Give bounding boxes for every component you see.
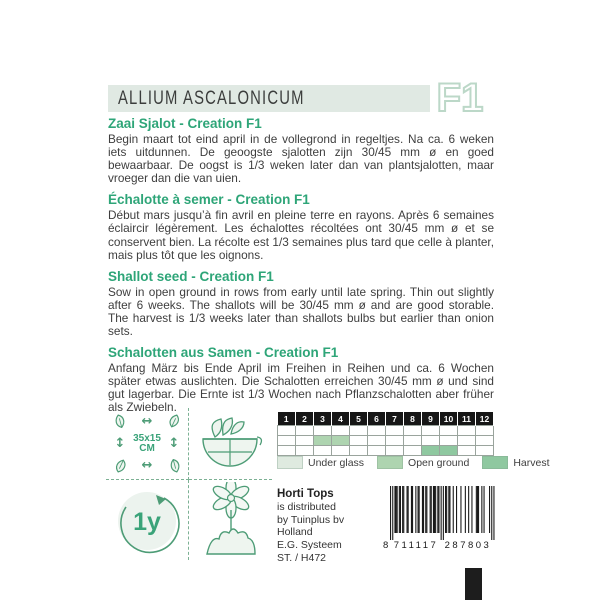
legend-label: Under glass xyxy=(308,456,365,469)
calendar-month-label: 8 xyxy=(404,412,422,426)
calendar-cell xyxy=(422,426,440,436)
print-registration-mark xyxy=(465,568,482,600)
calendar-month-label: 2 xyxy=(296,412,314,426)
leaf-icon xyxy=(109,411,131,433)
section-body: Anfang März bis Ende April im Freihen in Reihen und ca. 6 Wochen später etwas auslichten. Die Schalotten erreichen 30/45 mm ø und sind gut lagerbar. Die Ernte ist 1/3 Wochen nach Pflanzschalotten aber früher als Zwiebeln. xyxy=(108,361,494,415)
calendar-month-label: 10 xyxy=(440,412,458,426)
section-body: Sow in open ground in rows from early until late spring. Thin out slightly after 6 weeks. The shallots will be 30/45 mm ø and are good storable. The harvest is 1/3 weeks later than shallots bulbs but earlier than onion sets. xyxy=(108,284,494,339)
calendar-month-label: 12 xyxy=(476,412,494,426)
culture-icons xyxy=(106,408,272,560)
section-heading: Shallot seed - Creation F1 xyxy=(108,268,274,284)
section-body: Début mars jusqu’à fin avril en pleine terre en rayons. Après 6 semaines éclaircir légèrement. Les échalottes récoltées ont 30/45 mm ø et se conservent bien. La récolte est 1/3 semaines plus tard que celle à planter, mais plus tôt que les oignons. xyxy=(108,208,494,262)
distributor-line: by Tuinplus bv xyxy=(277,513,345,526)
calendar-cell xyxy=(440,446,458,456)
viability-label: 1y xyxy=(133,508,161,536)
barcode-left-digits: 711117 xyxy=(393,540,439,550)
horizontal-arrow-icon: ↔ xyxy=(141,414,153,429)
calendar-cell xyxy=(278,446,296,456)
calendar-cell xyxy=(386,446,404,456)
calendar-cell xyxy=(278,426,296,436)
f1-badge-text: F1 xyxy=(436,76,484,120)
calendar-cell xyxy=(332,446,350,456)
calendar-cell xyxy=(350,426,368,436)
calendar-row-under-glass xyxy=(278,426,494,436)
calendar-month-label: 3 xyxy=(314,412,332,426)
calendar-month-label: 4 xyxy=(332,412,350,426)
calendar-cell xyxy=(350,436,368,446)
section-english xyxy=(108,270,494,338)
legend-item xyxy=(277,456,364,469)
calendar-cell xyxy=(350,446,368,456)
calendar-cell xyxy=(440,426,458,436)
legend-label: Harvest xyxy=(513,456,550,469)
distributor-name: Horti Tops xyxy=(277,488,334,500)
calendar-month-label: 6 xyxy=(368,412,386,426)
calendar-cell xyxy=(314,426,332,436)
calendar-cell xyxy=(476,426,494,436)
distributor-line: E.G. Systeem xyxy=(277,539,342,552)
calendar-month-label: 11 xyxy=(458,412,476,426)
spacing-label xyxy=(133,434,161,454)
barcode-first-digit: 8 xyxy=(383,540,389,550)
legend-swatch xyxy=(277,456,303,469)
legend-item xyxy=(377,456,469,469)
plant-spacing-cell xyxy=(106,408,189,480)
calendar-cell xyxy=(368,426,386,436)
calendar-row-harvest xyxy=(278,446,494,456)
section-heading: Zaai Sjalot - Creation F1 xyxy=(108,116,262,131)
species-title: ALLIUM ASCALONICUM xyxy=(118,87,305,109)
barcode-right-digits: 287803 xyxy=(444,540,492,550)
calendar-cell xyxy=(314,446,332,456)
vertical-arrow-icon: ↕ xyxy=(168,436,180,451)
section-body: Begin maart tot eind april in de vollegrond in regeltjes. Na ca. 6 weken iets uitdunnen. De geoogste sjalotten zijn 30/45 mm ø en goed bewaarbaar. De oogst is 1/3 weken later dan van plantsjalotten, maar vroeger dan die van uien. xyxy=(108,132,494,186)
legend-swatch xyxy=(482,456,508,469)
plant-spacing-icon xyxy=(109,412,185,476)
calendar-month-label: 5 xyxy=(350,412,368,426)
calendar-cell xyxy=(404,436,422,446)
calendar-cell xyxy=(476,446,494,456)
calendar-cell xyxy=(296,436,314,446)
calendar-cell xyxy=(368,446,386,456)
section-heading: Échalotte à semer - Creation F1 xyxy=(108,192,310,208)
calendar-row-open-ground xyxy=(278,436,494,446)
harvest-bowl-cell xyxy=(189,408,272,480)
calendar-cell xyxy=(440,436,458,446)
calendar-cell xyxy=(314,436,332,446)
calendar-month-header xyxy=(278,412,494,426)
harvest-bowl-icon xyxy=(199,415,263,473)
section-french xyxy=(108,193,494,261)
spacing-value: 35x15 xyxy=(133,432,161,444)
calendar-cell xyxy=(386,426,404,436)
calendar-month-label: 9 xyxy=(422,412,440,426)
species-title-bar xyxy=(108,85,430,112)
vertical-arrow-icon: ↕ xyxy=(114,436,126,451)
seed-viability-cell xyxy=(106,480,189,560)
calendar-cell xyxy=(422,436,440,446)
distributor-line: is distributed xyxy=(277,500,336,513)
calendar-cell xyxy=(296,426,314,436)
calendar-cell xyxy=(422,446,440,456)
flowering-plant-cell xyxy=(189,480,272,560)
legend-label: Open ground xyxy=(408,456,470,469)
leaf-icon xyxy=(109,455,131,477)
calendar-cell xyxy=(332,426,350,436)
calendar-month-label: 7 xyxy=(386,412,404,426)
flowering-plant-icon xyxy=(202,482,260,558)
leaf-icon xyxy=(163,455,185,477)
section-heading: Schalotten aus Samen - Creation F1 xyxy=(108,345,339,361)
description-sections xyxy=(108,117,494,423)
distributor-line: Holland xyxy=(277,526,313,539)
calendar-cell xyxy=(458,436,476,446)
distributor-info xyxy=(277,488,344,565)
legend-swatch xyxy=(377,456,403,469)
spacing-unit: CM xyxy=(139,442,155,454)
calendar-cell xyxy=(404,426,422,436)
legend-item xyxy=(482,456,549,469)
calendar-cell xyxy=(458,426,476,436)
sowing-calendar xyxy=(277,412,494,456)
calendar-month-label: 1 xyxy=(278,412,296,426)
calendar-cell xyxy=(476,436,494,446)
barcode xyxy=(380,486,496,550)
calendar-cell xyxy=(404,446,422,456)
calendar-cell xyxy=(332,436,350,446)
leaf-icon xyxy=(163,411,185,433)
calendar-legend xyxy=(277,456,550,469)
section-dutch xyxy=(108,117,494,185)
f1-badge-icon xyxy=(434,72,486,122)
calendar-cell xyxy=(458,446,476,456)
distributor-line: ST. / H472 xyxy=(277,551,327,564)
horizontal-arrow-icon: ↔ xyxy=(141,458,153,473)
seed-viability-icon xyxy=(112,485,182,555)
calendar-cell xyxy=(296,446,314,456)
calendar-cell xyxy=(386,436,404,446)
calendar-cell xyxy=(368,436,386,446)
calendar-cell xyxy=(278,436,296,446)
section-german xyxy=(108,346,494,414)
